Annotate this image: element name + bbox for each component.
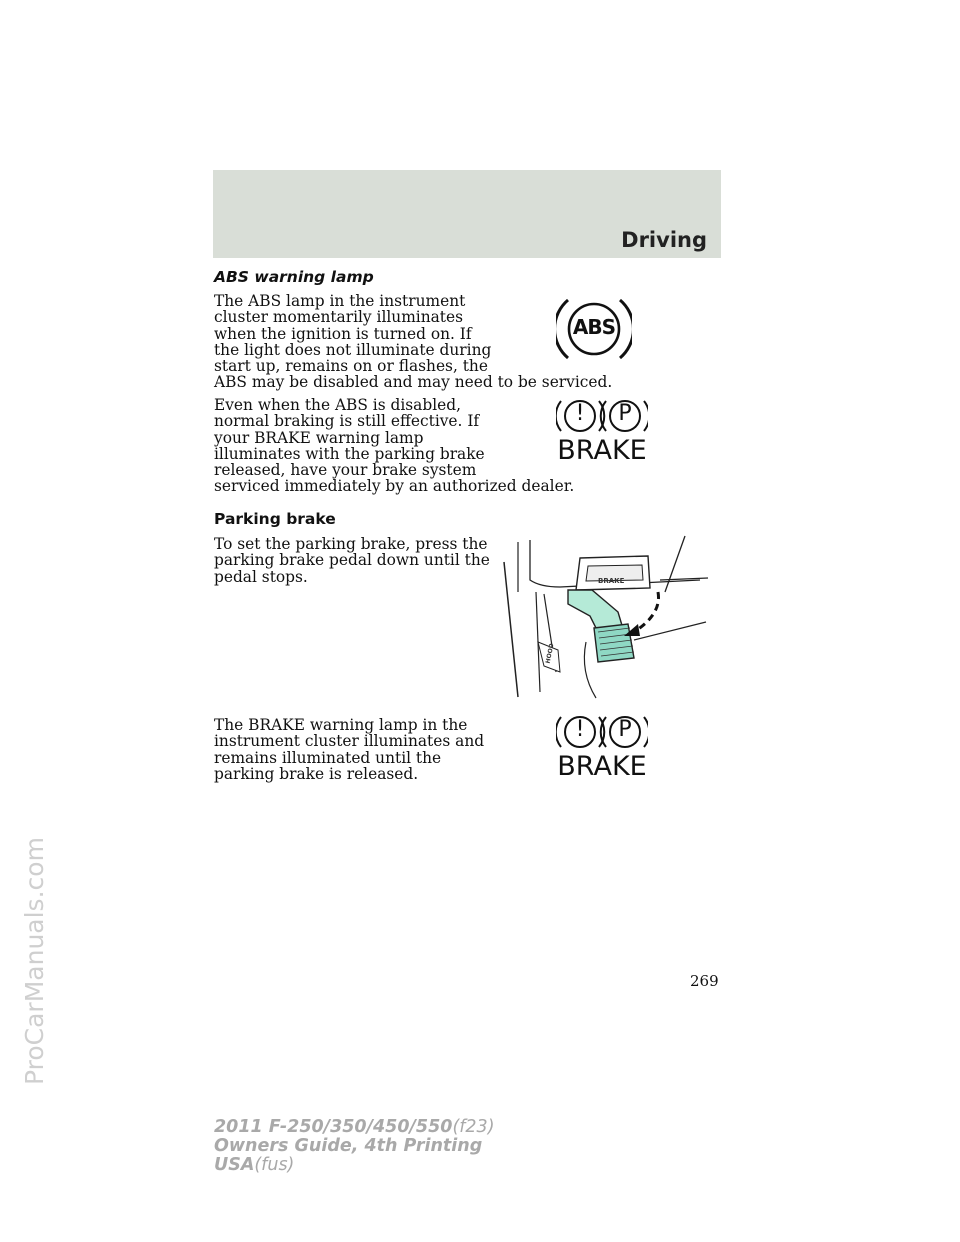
footer-market: USA [214, 1155, 255, 1175]
brake-warning-icon-2 [556, 714, 648, 780]
brake-icon-label: BRAKE [557, 751, 647, 782]
abs-disabled-line: Even when the ABS is disabled, [214, 396, 461, 414]
footer-model: 2011 F-250/350/450/550 [214, 1117, 453, 1137]
watermark: ProCarManuals.com [20, 837, 49, 1085]
section-header-band [213, 170, 721, 258]
abs-disabled-line: serviced immediately by an authorized dealer. [214, 477, 575, 496]
brake-lamp-line: The BRAKE warning lamp in the [214, 716, 468, 734]
footer-line-3 [214, 1156, 495, 1175]
brake-lamp-line: parking brake is released. [214, 764, 419, 783]
abs-disabled-paragraph [214, 397, 574, 495]
brake-icon-p: P [618, 717, 632, 742]
abs-disabled-line: normal braking is still effective. If [214, 412, 480, 431]
abs-line: the light does not illuminate during [214, 340, 492, 359]
brake-icon-label: BRAKE [557, 435, 647, 466]
abs-line: start up, remains on or flashes, the [214, 357, 488, 376]
document-footer [214, 1118, 495, 1175]
brake-icon-excl: ! [575, 401, 585, 426]
abs-line: cluster momentarily illuminates [214, 308, 463, 327]
brake-warning-icon [556, 398, 648, 464]
footer-line-2: Owners Guide, 4th Printing [214, 1136, 483, 1156]
parking-line: To set the parking brake, press the [214, 535, 488, 553]
section-title: Driving [621, 228, 707, 252]
abs-line: ABS may be disabled and may need to be serviced. [214, 373, 613, 392]
footer-market-code: (fus) [254, 1155, 295, 1175]
brake-icon-excl: ! [575, 717, 585, 742]
brake-lamp-paragraph [214, 717, 484, 782]
abs-heading: ABS warning lamp [214, 268, 374, 286]
footer-line-1 [214, 1118, 495, 1137]
footer-model-code: (f23) [452, 1117, 495, 1137]
parking-brake-heading: Parking brake [214, 510, 336, 528]
abs-disabled-line: your BRAKE warning lamp [214, 428, 424, 447]
brake-lamp-line: remains illuminated until the [214, 748, 442, 767]
brake-icon-p: P [618, 401, 632, 426]
abs-disabled-line: released, have your brake system [214, 461, 477, 480]
parking-brake-pedal-illustration [500, 532, 710, 700]
abs-line: The ABS lamp in the instrument [214, 292, 466, 310]
brake-lamp-line: instrument cluster illuminates and [214, 732, 485, 751]
illustration-brake-release-label: BRAKE [598, 577, 625, 585]
page-number: 269 [690, 972, 719, 990]
abs-line: when the ignition is turned on. If [214, 324, 472, 343]
illustration-hood-label: HOOD [544, 642, 556, 665]
abs-paragraph [214, 293, 612, 391]
parking-line: pedal stops. [214, 567, 308, 586]
parking-paragraph [214, 536, 490, 585]
abs-warning-icon [556, 296, 632, 362]
abs-icon-label: ABS [572, 315, 616, 339]
abs-disabled-line: illuminates with the parking brake [214, 444, 485, 463]
parking-line: parking brake pedal down until the [214, 551, 490, 570]
